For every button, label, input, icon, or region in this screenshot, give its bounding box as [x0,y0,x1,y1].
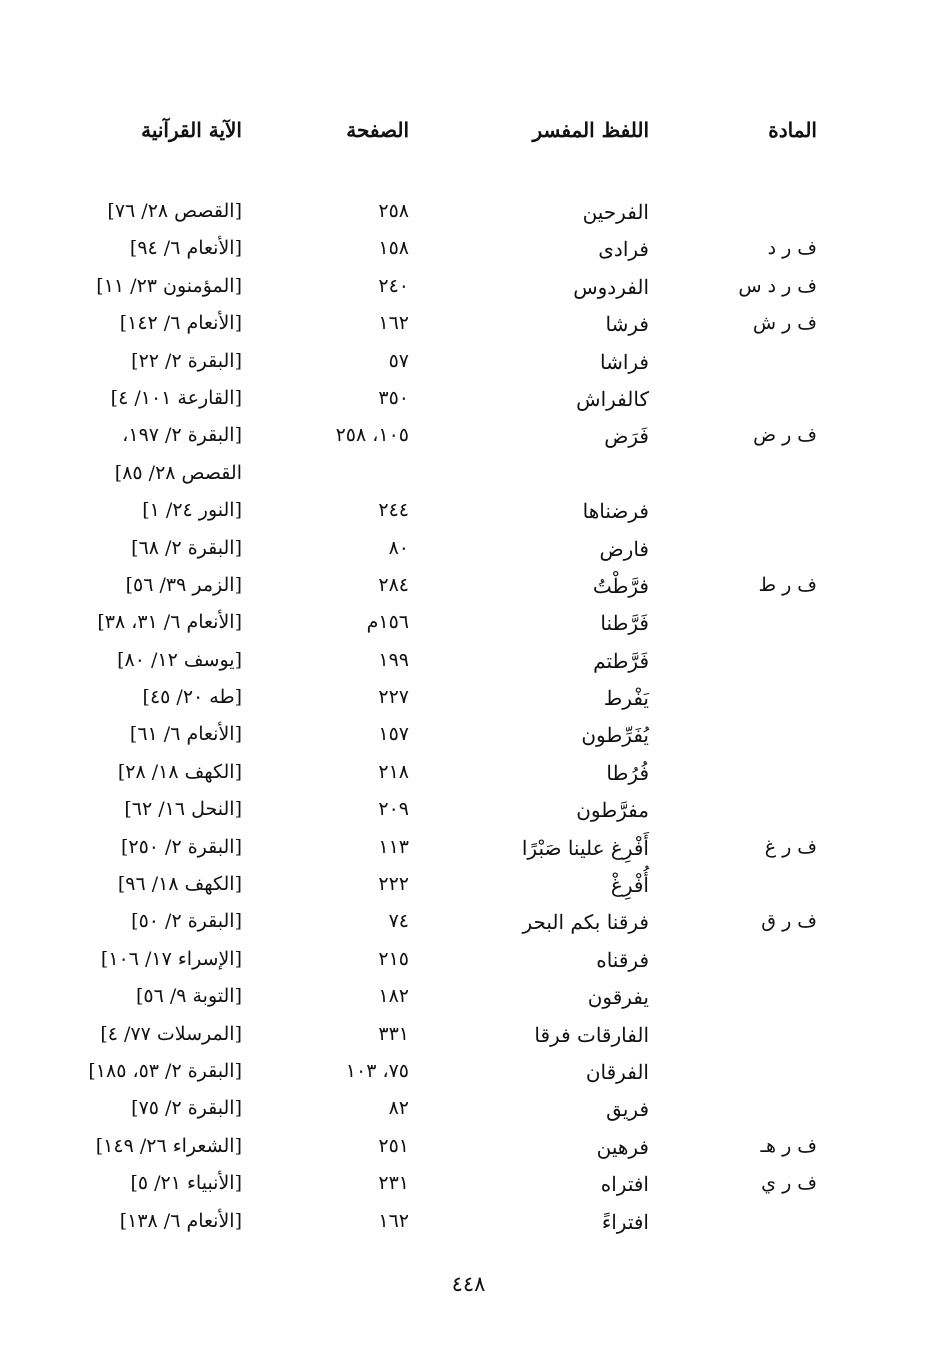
table-row [0,1166,937,1203]
root-cell: ف ر ش [752,312,817,335]
verse-cell: [البقرة ٢/ ٧٥] [131,1097,242,1120]
index-table [0,194,937,1241]
page-cell: ١٨٢ [378,985,409,1008]
verse-cell: [المؤمنون ٢٣/ ١١] [96,274,242,297]
verse-cell: [التوبة ٩/ ٥٦] [135,985,242,1008]
page-cell: ٢٣١ [378,1172,409,1195]
word-cell: الفارقات فرقا [534,1022,649,1047]
verse-cell: [القصص ٢٨/ ٧٦] [107,200,242,222]
page-cell: ١٦٢ [378,1209,409,1232]
page-cell: ٢٠٩ [378,798,409,821]
word-cell: كالفراش [576,386,649,411]
table-row [0,418,937,455]
page-cell: ٢٥٨ [378,200,409,222]
header-page: الصفحة [346,118,409,142]
page-cell: ٢٥١ [378,1134,409,1157]
word-cell: مفرَّطون [576,798,649,823]
table-row [0,269,937,306]
verse-cell: [القارعة ١٠١/ ٤] [110,386,242,409]
page-cell: ٢٤٠ [378,274,409,297]
root-cell: ف ر د س [738,274,817,297]
word-cell: افتراءً [601,1209,649,1234]
verse-cell: [الكهف ١٨/ ٢٨] [117,760,242,783]
table-row [0,456,937,493]
word-cell: الفرقان [585,1059,649,1084]
word-cell: أَفْرِغ علينا صَبْرًا [521,835,649,860]
table-row [0,867,937,904]
page-cell: ٧٥، ١٠٣ [345,1059,409,1082]
verse-cell: [البقرة ٢/ ٢٢] [131,349,242,372]
word-cell: فَرَّطنا [600,611,649,636]
page-cell: ٥٧ [388,349,409,372]
word-cell: فرضناها [582,499,649,524]
table-row [0,344,937,381]
page-cell: ٣٣١ [378,1022,409,1045]
root-cell: ف ر د [767,237,817,260]
page-cell: ٢١٥ [378,947,409,970]
word-cell: فرَّطْتُ [592,573,649,598]
page-cell: ٧٤ [388,910,409,933]
verse-cell: القصص ٢٨/ ٨٥] [114,461,242,484]
verse-cell: [يوسف ١٢/ ٨٠] [117,648,242,671]
table-row [0,1054,937,1091]
header-word: اللفظ المفسر [532,118,649,142]
word-cell: الفرحين [582,200,649,224]
verse-cell: [الإسراء ١٧/ ١٠٦] [100,947,242,970]
page-cell: ١٥٨ [378,237,409,260]
header-root: المادة [768,118,817,142]
word-cell: يَفْرط [603,686,649,711]
table-header [0,118,937,152]
page-cell: ٢١٨ [378,760,409,783]
verse-cell: [الأنعام ٦/ ٦١] [129,723,242,746]
root-cell: ف ر هـ [760,1134,817,1157]
page-cell: ١٩٩ [378,648,409,671]
word-cell: فريق [606,1097,649,1122]
table-row [0,830,937,867]
verse-cell: [الأنبياء ٢١/ ٥] [130,1172,242,1195]
table-row [0,755,937,792]
verse-cell: [طه ٢٠/ ٤٥] [142,686,242,709]
verse-cell: [الأنعام ٦/ ٣١، ٣٨] [97,611,242,634]
page-cell: ١٦٢ [378,312,409,335]
word-cell: فَرَّطتم [593,648,649,673]
page-cell: ١٥٧ [378,723,409,746]
word-cell: فراشا [599,349,649,374]
root-cell: ف ر ض [753,424,817,447]
table-row [0,1129,937,1166]
verse-cell: [النور ٢٤/ ١] [142,499,242,522]
word-cell: يُفَرِّطون [581,723,649,748]
page-cell: ١٠٥، ٢٥٨ [335,424,409,447]
verse-cell: [الزمر ٣٩/ ٥٦] [125,573,242,596]
table-row [0,306,937,343]
table-row [0,1091,937,1128]
word-cell: افتراه [600,1172,649,1197]
word-cell: فرادى [598,237,649,262]
word-cell: فارض [599,536,649,561]
page-cell: ٢٨٤ [378,573,409,596]
verse-cell: [البقرة ٢/ ٢٥٠] [120,835,242,858]
word-cell: الفردوس [573,274,649,299]
header-verse: الآية القرآنية [141,118,242,142]
word-cell: يفرقون [587,985,649,1010]
word-cell: فَرَض [604,424,649,449]
table-row [0,979,937,1016]
page-cell: ١١٣ [378,835,409,858]
table-row [0,792,937,829]
word-cell: فرشا [605,312,649,337]
word-cell: فرقنا بكم البحر [522,910,649,935]
verse-cell: [المرسلات ٧٧/ ٤] [100,1022,242,1045]
verse-cell: [الأنعام ٦/ ١٣٨] [119,1209,242,1232]
verse-cell: [الكهف ١٨/ ٩٦] [117,873,242,896]
word-cell: فُرُطا [606,760,649,785]
table-row [0,194,937,231]
verse-cell: [النحل ١٦/ ٦٢] [124,798,242,821]
page-cell: ٢٢٢ [378,873,409,896]
page-cell: ٢٢٧ [378,686,409,709]
table-row [0,605,937,642]
word-cell: أُفْرِغْ [610,873,649,898]
verse-cell: [البقرة ٢/ ٦٨] [131,536,242,559]
word-cell: فرقناه [596,947,649,972]
table-row [0,381,937,418]
table-row [0,231,937,268]
root-cell: ف ر غ [764,835,817,858]
table-row [0,493,937,530]
word-cell: فرهين [596,1134,649,1159]
root-cell: ف ر ق [761,910,817,933]
page-cell: ٨٠ [388,536,409,559]
table-row [0,531,937,568]
page-cell: ٢٤٤ [378,499,409,522]
table-row [0,1017,937,1054]
table-row [0,942,937,979]
verse-cell: [البقرة ٢/ ٥٠] [131,910,242,933]
table-row [0,680,937,717]
verse-cell: [الأنعام ٦/ ١٤٢] [119,312,242,335]
table-row [0,568,937,605]
root-cell: ف ر ط [758,573,817,596]
page-cell: ٣٥٠ [378,386,409,409]
page-cell: ٨٢ [388,1097,409,1120]
table-row [0,643,937,680]
verse-cell: [البقرة ٢/ ١٩٧، [122,424,242,447]
table-row [0,1204,937,1241]
verse-cell: [الأنعام ٦/ ٩٤] [129,237,242,260]
table-row [0,904,937,941]
verse-cell: [الشعراء ٢٦/ ١٤٩] [95,1134,242,1157]
verse-cell: [البقرة ٢/ ٥٣، ١٨٥] [88,1059,242,1082]
table-row [0,717,937,754]
page-cell: ١٥٦م [366,611,409,634]
page-number: ٤٤٨ [451,1272,486,1296]
root-cell: ف ر ي [761,1172,817,1195]
